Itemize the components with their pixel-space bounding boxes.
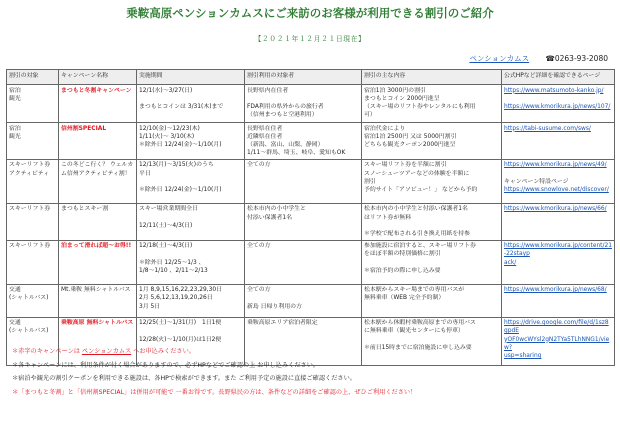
links-line <box>504 170 612 178</box>
cell-period <box>137 85 245 123</box>
eligible-line: 新島 日帰り利用の方 <box>247 303 302 310</box>
period-line: 3月 5日 <box>139 303 161 310</box>
target-line: アクティビティ <box>9 170 50 177</box>
detail-link[interactable]: https://www.kmorikura.jp/content/21-22stayp <box>504 243 612 258</box>
table-row <box>7 284 615 317</box>
eligible-line: 全ての方 <box>247 287 271 294</box>
cell-eligible <box>245 159 362 203</box>
cell-target <box>7 203 59 240</box>
table-row <box>7 123 615 160</box>
eligible-line: 長野県内在住者 <box>247 87 289 94</box>
content-line: 無料乗車（WEB 完全予約制） <box>364 295 445 302</box>
period-line: 12/28(火)〜1/10(月)は1日2便 <box>139 336 222 343</box>
period-line: ＊除外日 12/24(金)〜1/10(月) <box>139 186 222 193</box>
note-text: ＊各キャンペーンには、利用条件が付く場合がありますので、必ずHPなどでご確認の上 お申し込みください。 <box>12 361 320 369</box>
content-line: （スキー場のリフト券やレンタルにも利用 <box>364 103 476 110</box>
content-line: 割引 <box>364 178 376 185</box>
table-row <box>7 203 615 240</box>
cell-target <box>7 240 59 284</box>
cell-campaign[interactable] <box>59 85 137 123</box>
detail-link[interactable]: https://www.kmorikura.jp/news/68/ <box>504 287 607 294</box>
target-line: スキーリフト券 <box>9 206 51 213</box>
note-text-tail: へお申込みください。 <box>131 348 195 355</box>
cell-content <box>362 123 502 160</box>
cell-campaign[interactable] <box>59 240 137 284</box>
period-line: まつもとコインは 3/31(木)まで <box>139 103 224 110</box>
content-line: はリフト券が無料 <box>364 214 412 221</box>
period-line: ＊除外日 12/24(金)〜1/10(月) <box>139 141 222 148</box>
target-line: 観光 <box>9 95 21 102</box>
cell-period <box>137 240 245 284</box>
cell-campaign[interactable] <box>59 123 137 160</box>
content-line: 松本駅から休暇村乗鞍高原までの専用バス <box>364 320 476 327</box>
table-body <box>7 85 615 366</box>
cell-eligible <box>245 240 362 284</box>
detail-link[interactable]: https://drive.google.com/file/d/1sz8gpdE <box>504 320 609 335</box>
period-line: 12/1(水)〜3/27(日) <box>139 87 193 94</box>
cell-links <box>502 284 615 317</box>
content-line <box>364 336 499 344</box>
links-line <box>504 95 612 103</box>
campaign-name[interactable]: 泊まって滑れば超〜お得!! <box>61 243 132 250</box>
cell-period <box>137 203 245 240</box>
cell-campaign <box>59 203 137 240</box>
eligible-line: 乗鞍高原エリア宿泊者限定 <box>247 320 318 327</box>
note-line <box>12 359 612 373</box>
col-header-content: 割引の主な内容 <box>362 70 502 85</box>
contact-line <box>469 53 608 64</box>
table-header-row <box>7 70 615 85</box>
cell-target <box>7 284 59 317</box>
content-line <box>364 259 499 267</box>
detail-link[interactable]: https://www.snowlove.net/discover/ <box>504 186 609 193</box>
campaign-name[interactable]: まつもと冬割キャンペーン <box>61 87 132 94</box>
eligible-line: 近隣県在住者 <box>247 133 283 140</box>
cell-links <box>502 203 615 240</box>
cell-period <box>137 284 245 317</box>
target-line: (シャトルバス) <box>9 295 49 302</box>
cell-links <box>502 85 615 123</box>
eligible-line: 付添い保護者1名 <box>247 214 292 221</box>
note-line <box>12 386 612 400</box>
eligible-line: 全ての方 <box>247 243 271 250</box>
eligible-line: （信州まつもと空港利用） <box>247 112 318 119</box>
period-line <box>139 327 242 335</box>
campaign-name: Mt.乗鞍 無料シャトルバス <box>61 287 131 294</box>
period-line: 12/25(土)〜1/31(月) 1日1便 <box>139 320 222 327</box>
content-line: 松本駅からスキー場までの専用バスが <box>364 287 465 294</box>
target-line: 交通 <box>9 320 21 327</box>
eligible-line: 松本市内の小中学生と <box>247 206 306 213</box>
target-line: スキーリフト券 <box>9 243 51 250</box>
period-line: 12/18(土)〜4/3(日) <box>139 243 193 250</box>
cell-eligible <box>245 123 362 160</box>
note-text: ＊宿泊や観光の割引クーポンを利用できる施設は、各HPで検索ができます。また ご利用予定の施設に直接ご確認ください。 <box>12 375 356 383</box>
cell-content <box>362 85 502 123</box>
notes-section <box>12 345 612 399</box>
note-pension-link[interactable]: ペンションカムス <box>81 348 132 355</box>
cell-eligible <box>245 85 362 123</box>
links-line: キャンペーン特設ページ <box>504 178 569 185</box>
content-line: 宿泊1泊 3000円の割引 <box>364 87 426 94</box>
period-line: スキー場営業期間全日 <box>139 206 198 213</box>
content-line: 参加施設に宿泊すると、スキー場リフト券 <box>364 243 476 250</box>
period-line: 2月 5,6,12,13,19,20,26日 <box>139 295 213 302</box>
campaign-name: この冬どこ行く？ ウェルカム信州アクティビティ割！ <box>61 162 134 177</box>
eligible-line: （新潟、富山、山梨、静岡） <box>247 141 324 148</box>
period-line <box>139 214 242 222</box>
campaign-name: まつもとスキー割 <box>61 206 109 213</box>
eligible-line <box>247 294 359 302</box>
detail-link[interactable]: https://www.kmorikura.jp/news/107/ <box>504 103 611 110</box>
col-header-target: 割引の対象 <box>7 70 59 85</box>
content-line: ＊宿泊予約の際に申し込み要 <box>364 267 441 274</box>
cell-content <box>362 159 502 203</box>
cell-eligible <box>245 203 362 240</box>
cell-eligible <box>245 284 362 317</box>
campaign-name[interactable]: 信州割SPECIAL <box>61 125 107 132</box>
discount-table <box>6 69 615 366</box>
note-line <box>12 372 612 386</box>
content-line: 宿泊1泊 2500円 又は 5000円割引 <box>364 133 457 140</box>
eligible-line: 長野県在住者 <box>247 125 283 132</box>
eligible-line: 1/11〜群馬、埼玉、岐阜、愛知もOK <box>247 150 346 157</box>
content-line: どちらも観光クーポン2000円進呈 <box>364 141 456 148</box>
detail-link[interactable]: yOF0wcWYsl2gN2TYa5TLhNNG1/view? <box>504 336 610 351</box>
period-line: 12/13(月)〜3/15(火)のうち <box>139 162 214 169</box>
note-text: ＊赤字のキャンペーンは <box>12 348 82 355</box>
period-line: 12/10(金)〜12/23(木) <box>139 125 200 132</box>
content-line: 宿泊代金により <box>364 125 406 132</box>
content-line: 松本市内の小中学生と付添い保護者1名 <box>364 206 468 213</box>
detail-link[interactable]: ack/ <box>504 259 517 266</box>
period-line: 1/8〜1/10 、2/11〜2/13 <box>139 267 208 274</box>
eligible-line <box>247 95 359 103</box>
cell-target <box>7 159 59 203</box>
content-line: ＊前日15時までに宿泊施設に申し込み要 <box>364 344 472 351</box>
period-line: 12/11(土)〜4/3(日) <box>139 222 193 229</box>
period-line: ＊除外日 12/25〜1/3 、 <box>139 259 205 266</box>
eligible-line: FDA利用の県外からの旅行者 <box>247 103 324 110</box>
pension-link[interactable]: ペンションカムス <box>469 54 530 63</box>
detail-link[interactable]: usp=sharing <box>504 352 542 359</box>
content-line: スノーシューツアーなどの体験を半額に <box>364 170 470 177</box>
phone-number: ☎0263-93-2080 <box>545 54 608 63</box>
detail-link[interactable]: https://tabi-susume.com/sws/ <box>504 125 591 132</box>
detail-link[interactable]: https://www.matsumoto-kanko.jp/ <box>504 87 604 94</box>
table-row <box>7 240 615 284</box>
target-line: 宿泊 <box>9 87 21 94</box>
cell-links <box>502 123 615 160</box>
detail-link[interactable]: https://www.kmorikura.jp/news/66/ <box>504 206 607 213</box>
period-line: 1/11(火)〜 3/10(木) <box>139 133 195 140</box>
period-line: 平日 <box>139 170 151 177</box>
update-date: 【２０２１年１２月２１日現在】 <box>254 35 366 43</box>
period-line <box>139 178 242 186</box>
table-row <box>7 159 615 203</box>
content-line: スキー場リフト券を半額に割引 <box>364 162 447 169</box>
cell-content <box>362 203 502 240</box>
cell-content <box>362 240 502 284</box>
content-line: まつもとコイン 2000円進呈 <box>364 95 440 102</box>
table-row <box>7 85 615 123</box>
cell-links <box>502 240 615 284</box>
cell-target <box>7 85 59 123</box>
target-line: 交通 <box>9 287 21 294</box>
period-line <box>139 95 242 103</box>
note-text: ＊「まつもと冬割」と「信州割SPECIAL」は併用が可能で 一番お得です。長野県民の方は、条件などの詳細をご確認の上、ぜひご利用ください！ <box>12 388 417 396</box>
content-line: ＊学校で配布される引き換え用紙を持参 <box>364 230 471 237</box>
cell-period <box>137 159 245 203</box>
cell-period <box>137 123 245 160</box>
content-line <box>364 222 499 230</box>
col-header-period: 実施期間 <box>137 70 245 85</box>
period-line: 1月 8,9,15,16,22,23,29,30日 <box>139 287 222 294</box>
cell-links <box>502 159 615 203</box>
content-line: をほぼ半額の特別価格に割引 <box>364 251 441 258</box>
cell-campaign <box>59 159 137 203</box>
cell-target <box>7 123 59 160</box>
content-line: 予約サイト「アソビュー！」 などから予約 <box>364 186 478 193</box>
note-line <box>12 345 612 359</box>
col-header-eligible: 割引利用の対象者 <box>245 70 362 85</box>
target-line: (シャトルバス) <box>9 328 49 335</box>
target-line: 宿泊 <box>9 125 21 132</box>
campaign-name[interactable]: 乗鞍高原 無料シャトルバス <box>61 320 134 327</box>
cell-campaign <box>59 284 137 317</box>
col-header-links: 公式HPなど詳細を確認できるページ <box>502 70 615 85</box>
content-line: に無料乗車（観光センターにも停車） <box>364 328 464 335</box>
cell-content <box>362 284 502 317</box>
detail-link[interactable]: https://www.kmorikura.jp/news/49/ <box>504 162 607 169</box>
eligible-line: 全ての方 <box>247 162 271 169</box>
content-line: 可） <box>364 112 376 119</box>
page-title: 乗鞍高原ペンションカムスにご来訪のお客様が利用できる割引のご紹介 <box>126 6 494 20</box>
target-line: 観光 <box>9 133 21 140</box>
period-line <box>139 250 242 258</box>
target-line: スキーリフト券 <box>9 162 51 169</box>
col-header-campaign: キャンペーン名称 <box>59 70 137 85</box>
